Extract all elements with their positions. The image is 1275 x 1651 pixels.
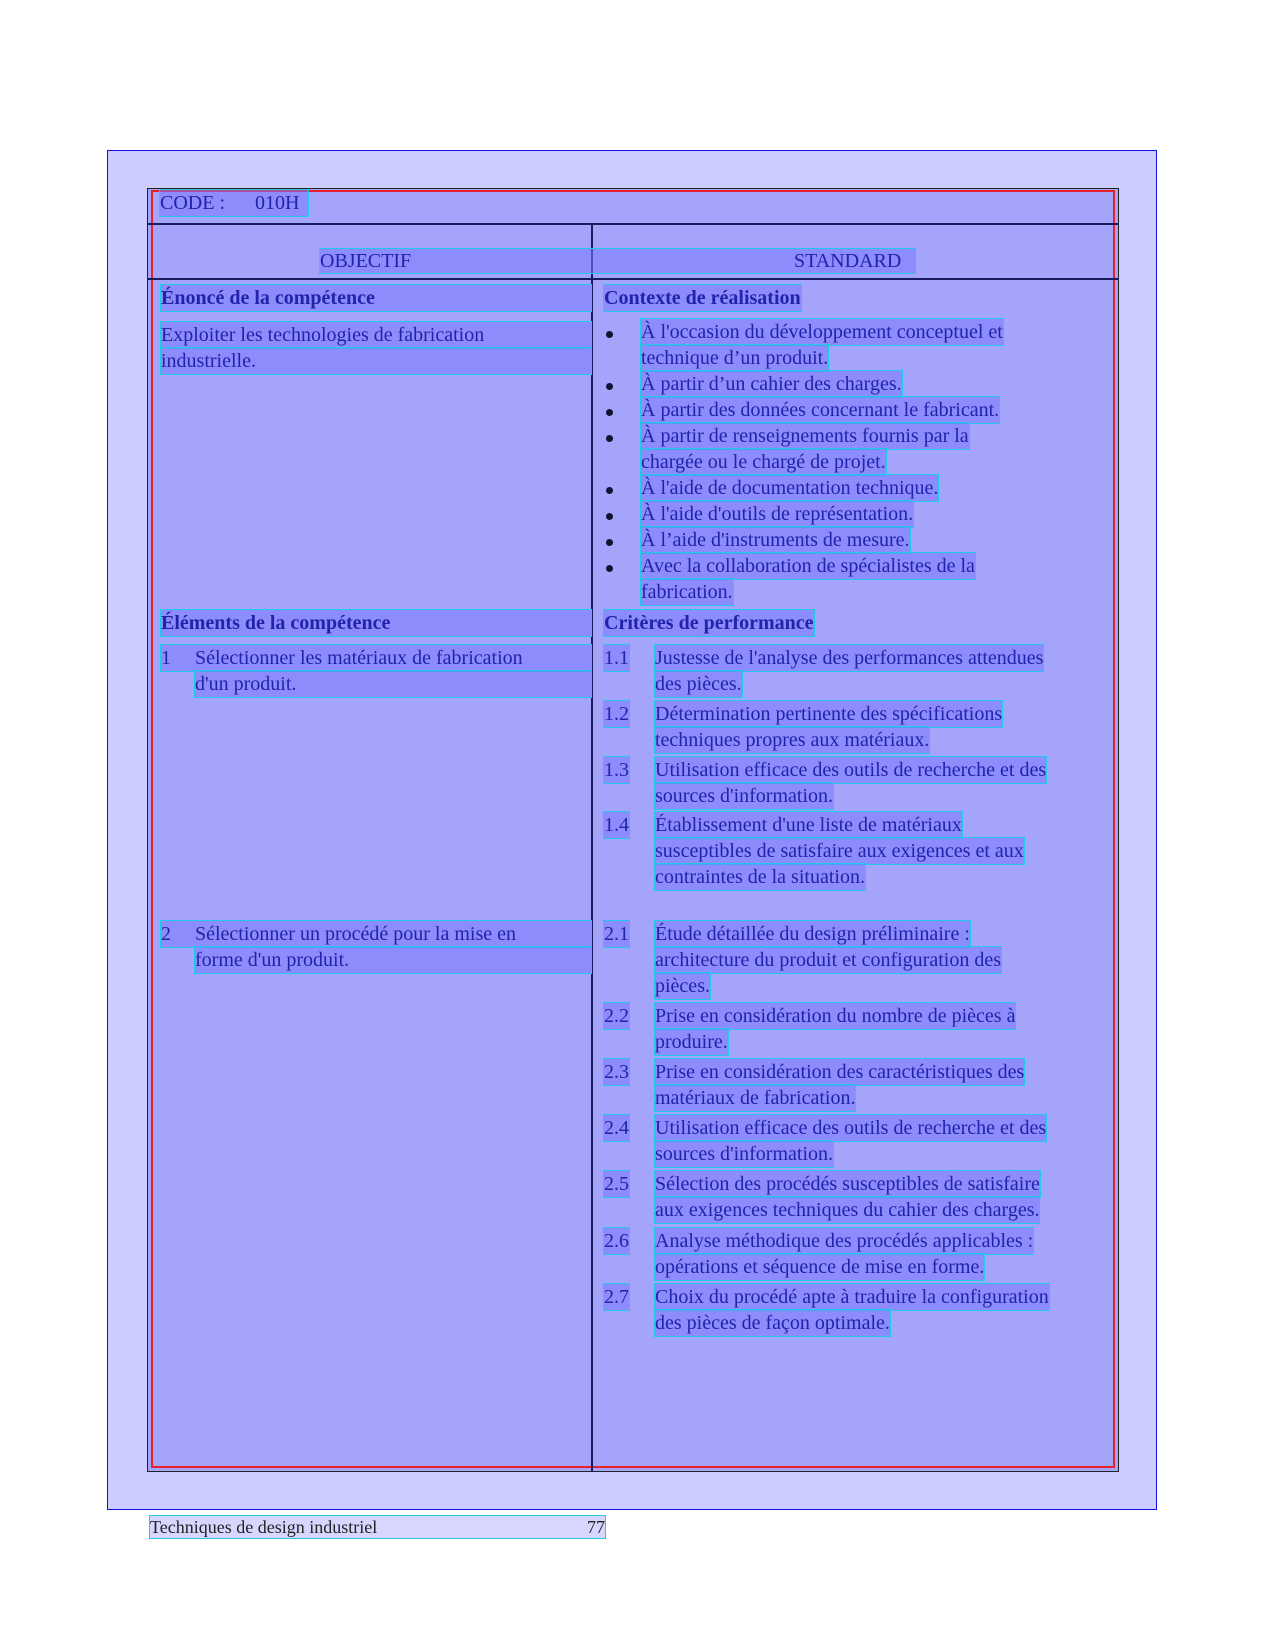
criteria-title: Critères de performance — [604, 612, 814, 634]
elements-title: Éléments de la compétence — [161, 610, 591, 636]
context-title: Contexte de réalisation — [604, 287, 801, 309]
criterion-text: des pièces. — [655, 673, 742, 695]
criterion-number: 1.2 — [604, 703, 629, 725]
code-field — [160, 190, 308, 216]
page-number: 77 — [587, 1517, 605, 1537]
criterion-text: Utilisation efficace des outils de recherche et des — [655, 759, 1047, 781]
context-item: À partir des données concernant le fabricant. — [641, 399, 1000, 421]
element-text: d'un produit. — [195, 671, 591, 697]
bullet-icon — [606, 487, 613, 494]
criterion-number: 1.4 — [604, 814, 629, 836]
criterion-number: 2.5 — [604, 1173, 629, 1195]
criterion-text: techniques propres aux matériaux. — [655, 729, 930, 751]
element-text: forme d'un produit. — [195, 947, 591, 973]
bullet-icon — [606, 565, 613, 572]
page-footer — [150, 1516, 605, 1538]
criterion-text: Utilisation efficace des outils de recherche et des — [655, 1117, 1047, 1139]
criterion-text: opérations et séquence de mise en forme. — [655, 1256, 985, 1278]
bullet-icon — [606, 513, 613, 520]
bullet-icon — [606, 383, 613, 390]
criterion-text: Sélection des procédés susceptibles de satisfaire — [655, 1173, 1040, 1195]
criterion-text: Analyse méthodique des procédés applicables : — [655, 1230, 1034, 1252]
criterion-text: Détermination pertinente des spécifications — [655, 703, 1003, 725]
footer-title: Techniques de design industriel — [150, 1517, 378, 1537]
element-number: 2 — [161, 923, 171, 945]
criterion-text: Établissement d'une liste de matériaux — [655, 814, 962, 836]
bullet-icon — [606, 539, 613, 546]
criterion-number: 2.1 — [604, 923, 629, 945]
context-item: fabrication. — [641, 581, 733, 603]
enonce-line: industrielle. — [161, 348, 591, 374]
criterion-text: matériaux de fabrication. — [655, 1087, 856, 1109]
criterion-text: produire. — [655, 1031, 728, 1053]
criterion-number: 1.3 — [604, 759, 629, 781]
context-item: À l'occasion du développement conceptuel et — [641, 321, 1003, 343]
criterion-text: Étude détaillée du design préliminaire : — [655, 923, 970, 945]
criterion-number: 2.2 — [604, 1005, 629, 1027]
element-text: Sélectionner les matériaux de fabrication — [195, 647, 523, 669]
criterion-text: aux exigences techniques du cahier des charges. — [655, 1199, 1040, 1221]
criterion-number: 1.1 — [604, 647, 629, 669]
enonce-line: Exploiter les technologies de fabrication — [161, 322, 591, 348]
code-value: 010H — [255, 192, 300, 214]
standard-header: STANDARD — [794, 250, 902, 272]
element-item — [161, 921, 591, 947]
criterion-text: pièces. — [655, 975, 710, 997]
context-item: À partir d’un cahier des charges. — [641, 373, 902, 395]
criterion-text: Prise en considération du nombre de pièces à — [655, 1005, 1016, 1027]
criterion-text: sources d'information. — [655, 785, 834, 807]
enonce-title: Énoncé de la compétence — [161, 285, 591, 311]
criterion-text: susceptibles de satisfaire aux exigences et aux — [655, 840, 1024, 862]
bullet-icon — [606, 435, 613, 442]
bullet-icon — [606, 331, 613, 338]
criterion-text: sources d'information. — [655, 1143, 834, 1165]
criterion-number: 2.6 — [604, 1230, 629, 1252]
element-item — [161, 645, 591, 671]
element-number: 1 — [161, 647, 171, 669]
header-divider — [147, 223, 1119, 225]
context-item: technique d’un produit. — [641, 347, 829, 369]
bullet-icon — [606, 409, 613, 416]
context-item: À l'aide de documentation technique. — [641, 477, 939, 499]
context-item: À l’aide d'instruments de mesure. — [641, 529, 910, 551]
criterion-number: 2.3 — [604, 1061, 629, 1083]
criterion-text: Justesse de l'analyse des performances attendues — [655, 647, 1044, 669]
criterion-text: architecture du produit et configuration des — [655, 949, 1001, 971]
criterion-text: Prise en considération des caractéristiques des — [655, 1061, 1025, 1083]
element-text: Sélectionner un procédé pour la mise en — [195, 923, 516, 945]
column-divider — [591, 224, 593, 1472]
context-item: À partir de renseignements fournis par la — [641, 425, 969, 447]
criterion-number: 2.4 — [604, 1117, 629, 1139]
criterion-text: des pièces de façon optimale. — [655, 1312, 890, 1334]
criterion-text: contraintes de la situation. — [655, 866, 865, 888]
context-item: À l'aide d'outils de représentation. — [641, 503, 914, 525]
code-label: CODE : — [160, 192, 225, 214]
column-header-divider — [147, 278, 1119, 280]
criterion-text: Choix du procédé apte à traduire la configuration — [655, 1286, 1049, 1308]
objective-header: OBJECTIF — [320, 250, 412, 272]
context-item: Avec la collaboration de spécialistes de la — [641, 555, 975, 577]
criterion-number: 2.7 — [604, 1286, 629, 1308]
context-item: chargée ou le chargé de projet. — [641, 451, 886, 473]
